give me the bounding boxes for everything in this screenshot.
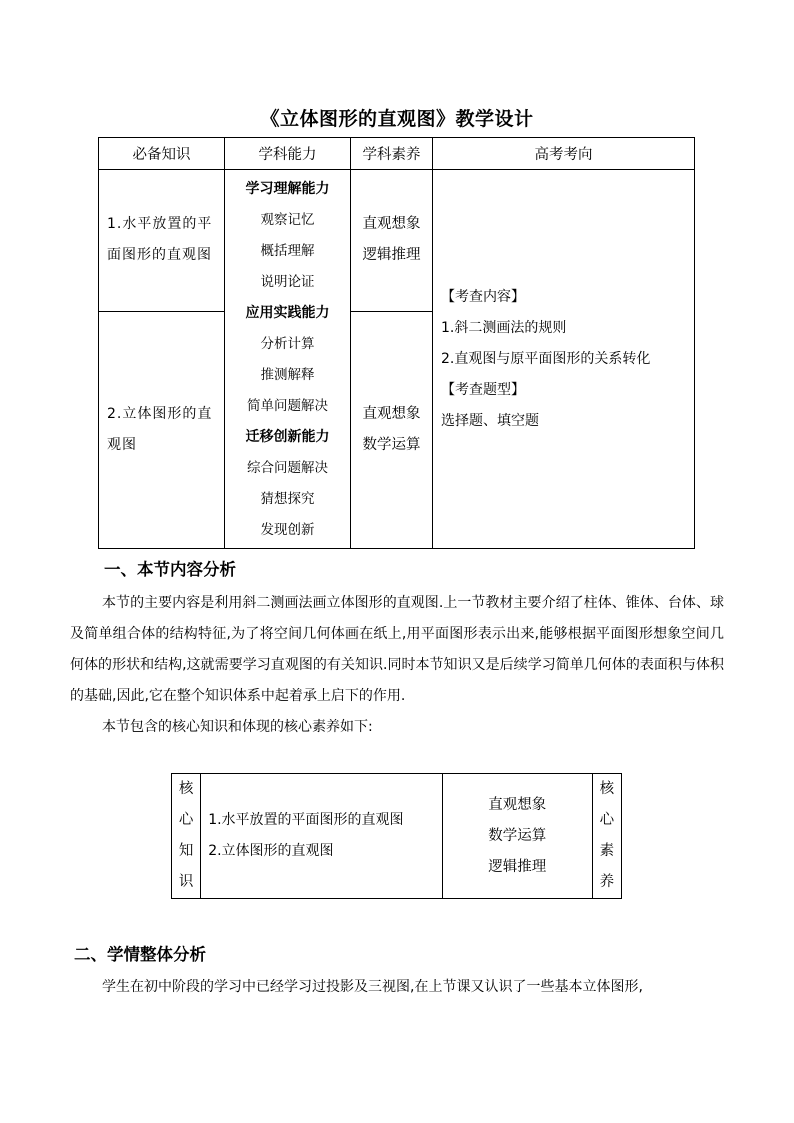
- label-char: 知: [178, 843, 194, 859]
- literacy-cell-1: [351, 170, 433, 312]
- literacy-item: 数学运算: [362, 436, 421, 453]
- header-ability: 学科能力: [225, 138, 351, 170]
- section-2-body: [70, 972, 724, 1003]
- core-literacy-list: [442, 774, 592, 899]
- paragraph: 本节包含的核心知识和体现的核心素养如下:: [102, 719, 373, 735]
- core-knowledge-list: [201, 774, 443, 899]
- paragraph: 学生在初中阶段的学习中已经学习过投影及三视图,在上节课又认识了一些基本立体图形,: [102, 979, 643, 995]
- ability-item: 分析计算: [260, 336, 315, 352]
- section-1-body: [70, 588, 724, 743]
- literacy-item: 直观想象: [362, 216, 421, 233]
- overview-table-header: [99, 138, 695, 170]
- exam-item: 1.斜二测画法的规则: [441, 319, 567, 336]
- ability-item: 说明论证: [260, 274, 315, 290]
- ability-item: 综合问题解决: [247, 460, 328, 476]
- label-char: 识: [178, 874, 194, 890]
- core-literacy-item: 数学运算: [488, 827, 547, 844]
- exam-direction-cell: [433, 170, 695, 549]
- paragraph: 本节的主要内容是利用斜二测画法画立体图形的直观图.上一节教材主要介绍了柱体、锥体、台体、球及简单组合体的结构特征,为了将空间几何体画在纸上,用平面图形表示出来,能够根据平面图形想象空间几何体的形状和结构,这就需要学习直观图的有关知识.同时本节知识又是后续学习简单几何体的表面积与体积的基础,因此,它在整个知识体系中起着承上启下的作用.: [70, 595, 724, 704]
- overview-table: [98, 137, 695, 549]
- section-heading-2: 二、学情整体分析: [74, 945, 206, 964]
- knowledge-item-1: 1.水平放置的平面图形的直观图: [99, 170, 225, 312]
- literacy-cell-2: [351, 311, 433, 548]
- table-row: [99, 170, 695, 312]
- label-char: 核: [178, 781, 194, 797]
- core-literacy-label: [592, 774, 621, 899]
- ability-heading: 学习理解能力: [245, 181, 330, 197]
- label-char: 养: [599, 874, 615, 890]
- ability-item: 发现创新: [260, 522, 315, 538]
- core-table: [171, 773, 622, 899]
- ability-item: 推测解释: [260, 367, 315, 383]
- ability-item: 猜想探究: [260, 491, 315, 507]
- table-row: [172, 774, 622, 899]
- ability-item: 概括理解: [260, 243, 315, 259]
- knowledge-item-2: 2.立体图形的直观图: [99, 311, 225, 548]
- literacy-item: 逻辑推理: [362, 247, 421, 264]
- section-heading-1: 一、本节内容分析: [104, 560, 236, 579]
- literacy-item: 直观想象: [362, 405, 421, 422]
- ability-heading: 应用实践能力: [245, 305, 330, 321]
- ability-item: 简单问题解决: [247, 398, 328, 414]
- header-knowledge: 必备知识: [99, 138, 225, 170]
- label-char: 心: [178, 812, 194, 828]
- core-literacy-item: 直观想象: [488, 796, 547, 813]
- label-char: 心: [599, 812, 615, 828]
- ability-list: [225, 170, 351, 549]
- ability-item: 观察记忆: [260, 212, 315, 228]
- ability-heading: 迁移创新能力: [245, 429, 330, 445]
- core-literacy-item: 逻辑推理: [488, 858, 547, 875]
- page-title: 《立体图形的直观图》教学设计: [260, 108, 534, 130]
- header-literacy: 学科素养: [351, 138, 433, 170]
- exam-item: 2.直观图与原平面图形的关系转化: [441, 350, 651, 367]
- exam-item: 选择题、填空题: [441, 412, 539, 429]
- core-knowledge-label: [172, 774, 201, 899]
- core-knowledge-item: 2.立体图形的直观图: [208, 843, 334, 859]
- exam-item: 【考查内容】: [441, 288, 525, 305]
- label-char: 核: [599, 781, 615, 797]
- core-knowledge-item: 1.水平放置的平面图形的直观图: [208, 812, 404, 828]
- header-exam: 高考考向: [433, 138, 695, 170]
- exam-item: 【考查题型】: [441, 381, 525, 398]
- label-char: 素: [599, 843, 615, 859]
